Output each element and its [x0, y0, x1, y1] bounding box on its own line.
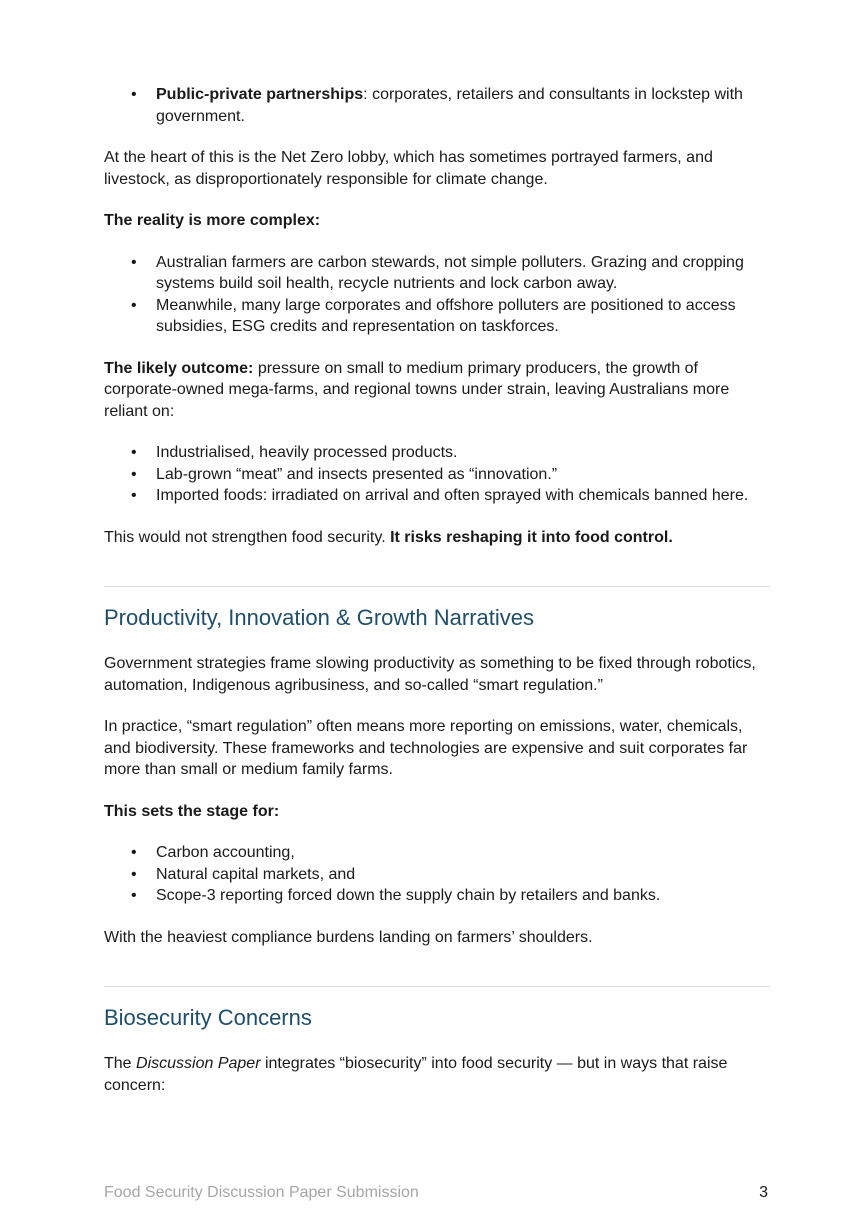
food-control-paragraph: This would not strengthen food security. It risks reshaping it into food control. — [104, 528, 673, 546]
page-number: 3 — [759, 1184, 768, 1201]
list-item: • Meanwhile, many large corporates and offshore polluters are positioned to access subsidies, ESG credits and representation on taskforces. — [156, 295, 770, 338]
compliance-paragraph: With the heaviest compliance burdens landing on farmers’ shoulders. — [104, 928, 593, 946]
page-footer — [104, 1182, 770, 1203]
footer-title: Food Security Discussion Paper Submission — [104, 1184, 419, 1201]
list-item: • Australian farmers are carbon stewards, not simple polluters. Grazing and cropping systems build soil health, recycle nutrients and lock carbon away. — [156, 252, 770, 295]
list-item: • Imported foods: irradiated on arrival and often sprayed with chemicals banned here. — [156, 485, 770, 507]
list-item: • Public-private partnerships: corporates, retailers and consultants in lockstep with government. — [156, 84, 770, 127]
partnerships-list — [104, 84, 770, 127]
net-zero-paragraph: At the heart of this is the Net Zero lobby, which has sometimes portrayed farmers, and livestock, as disproportionately responsible for climate change. — [104, 149, 713, 188]
list-item: • Industrialised, heavily processed products. — [156, 442, 770, 464]
section-divider — [104, 986, 770, 987]
outcome-paragraph: The likely outcome: pressure on small to medium primary producers, the growth of corporate-owned mega-farms, and regional towns under strain, leaving Australians more reliant on: — [104, 359, 730, 420]
stage-list — [104, 842, 770, 907]
list-item: • Natural capital markets, and — [156, 864, 770, 886]
productivity-paragraph: Government strategies frame slowing productivity as something to be fixed through robotics, automation, Indigenous agribusiness, and so-called “smart regulation.” — [104, 655, 756, 694]
reality-heading: The reality is more complex: — [104, 212, 321, 229]
list-item: • Scope-3 reporting forced down the supply chain by retailers and banks. — [156, 885, 770, 907]
outcome-list — [104, 442, 770, 507]
document-body — [104, 84, 770, 1096]
reality-list — [104, 252, 770, 338]
list-item: • Lab-grown “meat” and insects presented as “innovation.” — [156, 464, 770, 486]
smart-regulation-paragraph: In practice, “smart regulation” often means more reporting on emissions, water, chemicals, and biodiversity. These frameworks and technologies are expensive and suit corporates far more than small or medium family farms. — [104, 718, 748, 778]
section-divider — [104, 586, 770, 587]
section-heading-biosecurity: Biosecurity Concerns — [104, 1005, 312, 1030]
bold-term: Public-private partnerships — [156, 86, 364, 103]
stage-heading: This sets the stage for: — [104, 802, 280, 820]
section-heading-productivity: Productivity, Innovation & Growth Narratives — [104, 605, 534, 630]
biosecurity-paragraph: The Discussion Paper integrates “biosecurity” into food security — but in ways that raise concern: — [104, 1055, 728, 1094]
list-item: • Carbon accounting, — [156, 842, 770, 864]
